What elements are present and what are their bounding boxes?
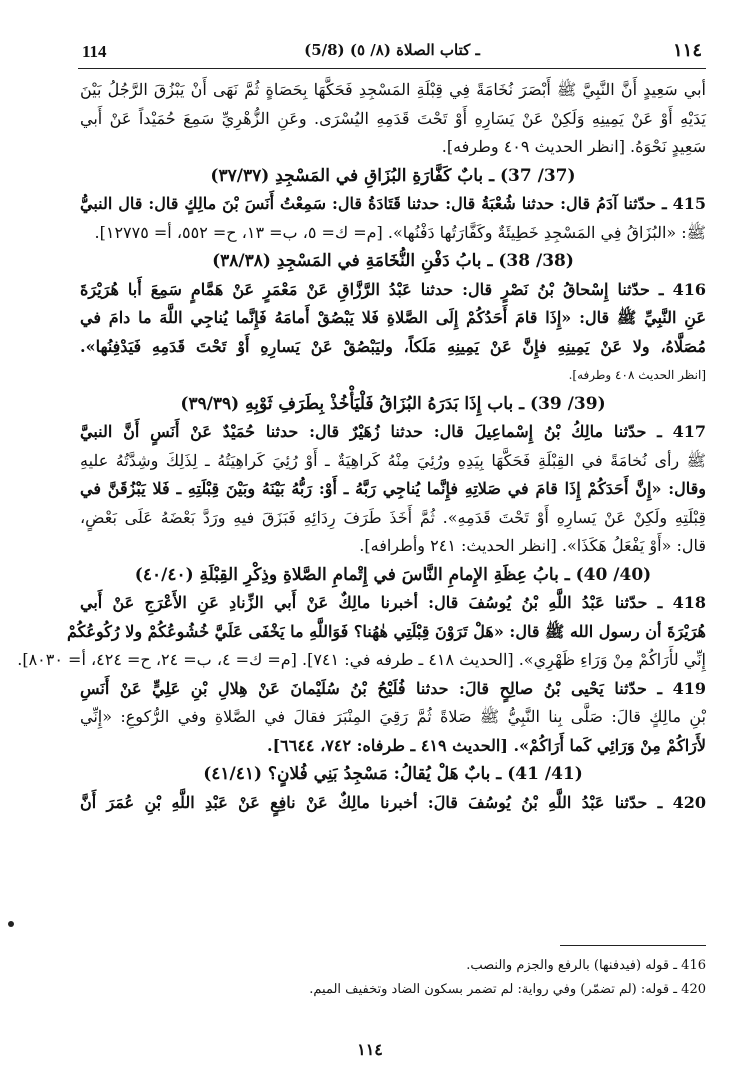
margin-dot xyxy=(8,921,14,927)
hadith-line: مُصَلَّاهُ، ولا عَنْ يَمِينِهِ فإِنَّ عَنْ يَمِينِهِ مَلَكاً، وليَبْصُقْ عَنْ يَسارِهِ أَوْ تَحْتَ قَدَمِهِ فَيَدْفِنُها». xyxy=(80,336,706,356)
hadith-line: هُرَيْرَةَ أن رسول الله ﷺ قال: «هَلْ تَرَوْنَ قِبْلَتِي هٰهُنا؟ فَوَاللَّهِ ما يَخْفَى عَلَيَّ خُشُوعُكُمْ ولا رُكُوعُكُمْ xyxy=(66,621,706,641)
chapter-heading: (37/ 37) ـ بابٌ كَفَّارَةِ البُزَاقِ في المَسْجِدِ (٣٧/٣٧) xyxy=(210,165,576,186)
hadith-line: 418 ـ حدّثنا عَبْدُ اللَّهِ بْنُ يُوسُفَ قال: أخبرنا مالِكٌ عَنْ أَبي الزِّنادِ عَنِ الأَعْرَجِ عَنْ أَبي xyxy=(80,593,706,612)
text-line: يَدَيْهِ أَوْ عَنْ يَمِينِهِ وَلَكِنْ عَنْ يَسَارِهِ أَوْ تَحْتَ قَدَمِهِ اليُسْرَى. وعَنِ الزُّهْرِيِّ سَمِعَ حُمَيْداً عَنْ أَبي xyxy=(80,108,706,128)
text-line: سَعِيدٍ نَحْوَهُ. [انظر الحديث ٤٠٩ وطرفه]. xyxy=(441,137,706,156)
footnotes xyxy=(80,954,706,1002)
hadith-line: 419 ـ حدّثنا يَحْيى بْنُ صالِحٍ قالَ: حدثنا فُلَيْحُ بْنُ سُلَيْمانَ عَنْ هِلالِ بْنِ عَلِيٍّ عَنْ أَنَسِ xyxy=(80,678,706,698)
hadith-line: ﷺ: «البُزَاقُ فِي المَسْجِدِ خَطِيئَةٌ وكَفَّارَتُها دَفْنُها». [م= ك= ٥، ب= ١٣، ح= ٥٥٢، أ= ١٢٧٧٥]. xyxy=(94,222,706,242)
page-footer-number: ١١٤ xyxy=(357,1040,383,1059)
chapter-heading: (40/ 40) ـ بابُ عِظَةِ الإِمامِ النَّاسَ في إِتْمامِ الصَّلاةِ وذِكْرِ القِبْلَةِ (٤٠/٤٠) xyxy=(134,564,652,585)
chapter-heading: (39/ 39) ـ باب إِذَا بَدَرَهُ البُزَاقُ فَلْيَأْخُذْ بِطَرَفِ ثَوْبِهِ (٣٩/٣٩) xyxy=(180,393,606,414)
chapter-heading: (38/ 38) ـ بابُ دَفْنِ النُّخَامَةِ في المَسْجِدِ (٣٨/٣٨) xyxy=(212,251,574,271)
hadith-line: قِبْلَتِهِ ولَكِنْ عَنْ يَسارِهِ أَوْ تَحْتَ قَدَمِهِ». ثُمَّ أَخَذَ طَرَفَ رِدَائِهِ فَبَزَقَ فيهِ ورَدَّ بَعْضَهُ عَلَى بَعْضٍ، xyxy=(80,507,706,527)
page-header xyxy=(78,38,706,68)
hadith-line: ﷺ رأى نُخامَةً في القِبْلَةِ فَحَكَّهَا بِيَدِهِ ورُئِيَ مِنْهُ كَراهِيَةٌ ـ أَوْ رُئِيَ كَراهِيَتُهُ ـ لِذَلِكَ وشِدَّتُهُ عليهِ xyxy=(80,450,706,470)
footnote: 420 ـ قوله: (لم تضمّر) وفي رواية: لم تضمر بسكون الضاد وتخفيف الميم. xyxy=(309,982,706,997)
main-text xyxy=(17,76,706,817)
running-title: (5/8) ـ كتاب الصلاة (٨/ ٥) xyxy=(304,41,480,59)
page-number-arabic: ١١٤ xyxy=(672,40,702,61)
page-number-latin: 114 xyxy=(82,42,107,61)
text-line: أبي سَعِيدٍ أَنَّ النَّبِيَّ ﷺ أَبْصَرَ نُخَامَةً فِي قِبْلَةِ المَسْجِدِ فَحَكَّهَا بِحَصَاةٍ ثُمَّ نَهَى أَنْ يَبْزُقَ الرَّجُلُ بَيْنَ xyxy=(80,80,706,99)
chapter-heading: (41/ 41) ـ بابٌ هَلْ يُقالُ: مَسْجِدُ بَنِي فُلانٍ؟ (٤١/٤١) xyxy=(203,764,583,784)
hadith-line: 415 ـ حدّثنا آدَمُ قال: حدثنا شُعْبَةُ قال: حدثنا قَتَادَةُ قال: سَمِعْتُ أَنَسَ بْنَ مالِكٍ قال: قال النبيُّ xyxy=(80,194,706,213)
hadith-line: قال: «أَوْ يَفْعَلُ هَكَذَا». [انظر الحديث: ٢٤١ وأطرافه]. xyxy=(359,536,706,555)
hadith-line: بْنِ مالِكٍ قالَ: صَلَّى بِنا النَّبِيُّ ﷺ صَلاةً ثُمَّ رَقِيَ المِنْبَرَ فقالَ في الصَّلاةِ وفي الرُّكوعِ: «إِنِّي xyxy=(80,707,706,726)
footnote: 416 ـ قوله (فيدفنها) بالرفع والجزم والنصب. xyxy=(466,958,706,973)
hadith-line: 420 ـ حدّثنا عَبْدُ اللَّهِ بْنُ يُوسُفَ قالَ: أخبرنا مالِكٌ عَنْ نافِعٍ عَنْ عَبْدِ اللَّهِ بْنِ عُمَرَ أَنَّ xyxy=(80,792,706,812)
hadith-line: 416 ـ حدّثنا إِسْحاقُ بْنُ نَصْرٍ قال: حدثنا عَبْدُ الرَّزَّاقِ عَنْ مَعْمَرٍ عَنْ هَمَّامٍ سَمِعَ أَبا هُرَيْرَةَ xyxy=(80,279,706,299)
hadith-line: وقال: «إِنَّ أَحَدَكُمْ إِذَا قامَ في صَلاتِهِ فإِنَّما يُناجِي رَبَّهُ ـ أَوْ: رَبُّهُ بَيْنَهُ وبَيْنَ قِبْلَتِهِ ـ فَلا يَبْزُقَنَّ في xyxy=(80,479,706,498)
hadith-line: عَنِ النَّبِيِّ ﷺ قال: «إِذَا قامَ أَحَدُكُمْ إِلَى الصَّلاةِ فَلا يَبْصُقْ أَمامَهُ فَإِنَّما يُناجِي اللَّهَ ما دامَ في xyxy=(80,308,706,327)
cross-reference: [انظر الحديث ٤٠٨ وطرفه]. xyxy=(568,368,706,382)
hadith-line: 417 ـ حدّثنا مالِكُ بْنُ إِسْماعِيلَ قال: حدثنا زُهَيْرٌ قال: حدثنا حُمَيْدٌ عَنْ أَنَسٍ أَنَّ النبيَّ xyxy=(80,422,706,441)
header-rule xyxy=(78,68,706,69)
hadith-line: لأَرَاكُمْ مِنْ وَرَائِي كَما أَرَاكُمْ». [الحديث ٤١٩ ـ طرفاه: ٧٤٢، ٦٦٤٤]. xyxy=(267,735,706,755)
hadith-line: إِنِّي لأَرَاكُمْ مِنْ وَرَاءِ ظَهْرِي». [الحديث ٤١٨ ـ طرفه في: ٧٤١]. [م= ك= ٤، ب= ٢٤، ح= ٤٢٤، أ= ٨٠٣٠]. xyxy=(17,650,706,669)
footnote-rule xyxy=(560,945,706,946)
